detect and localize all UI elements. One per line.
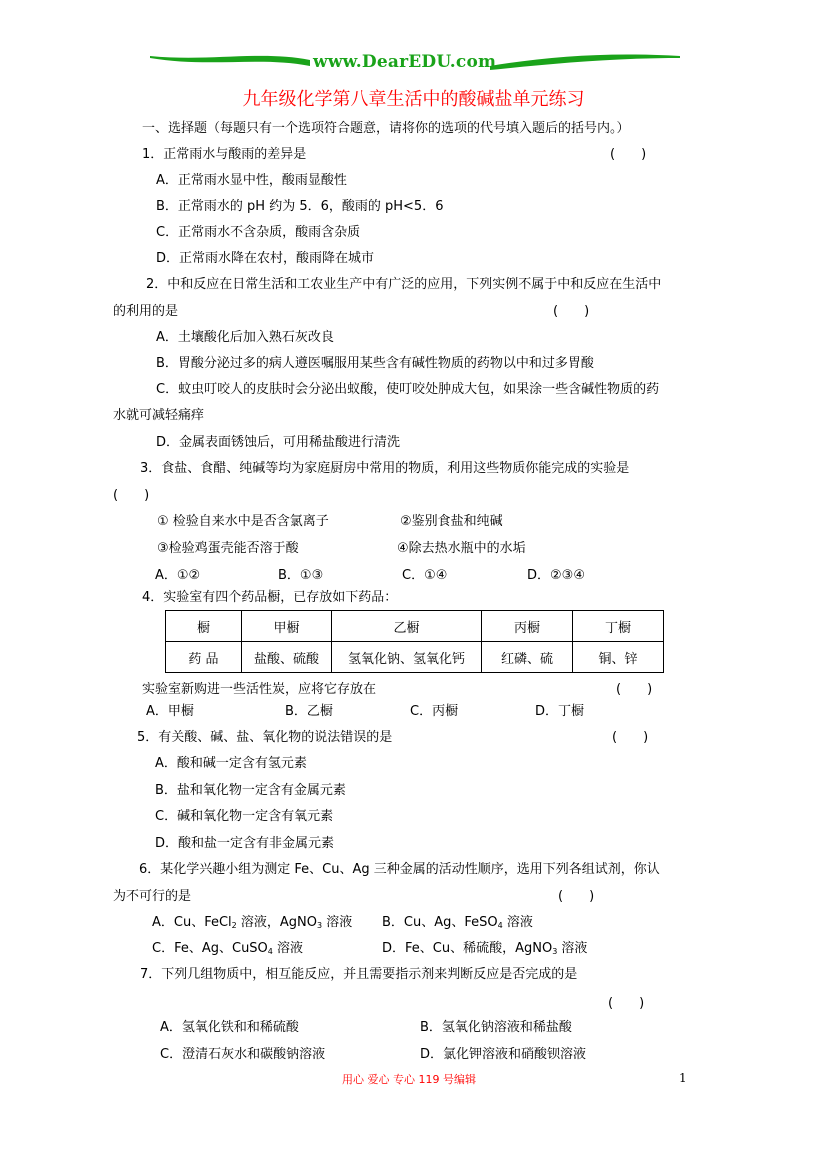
q4-option-a: A．甲橱 bbox=[146, 704, 194, 719]
site-logo bbox=[150, 46, 680, 80]
q6-option-b: B．Cu、Ag、FeSO$_4$ 溶液 bbox=[382, 915, 533, 930]
q4-option-c: C．丙橱 bbox=[410, 704, 459, 719]
q4-stem: 4．实验室有四个药品橱，已存放如下药品： bbox=[142, 590, 398, 605]
q5-option-d: D．酸和盐一定含有非金属元素 bbox=[155, 836, 335, 851]
q7-stem: 7．下列几组物质中，相互能反应，并且需要指示剂来判断反应是否完成的是 bbox=[140, 967, 578, 982]
q3-item-3: ③检验鸡蛋壳能否溶于酸 bbox=[157, 541, 299, 556]
q1-option-c: C．正常雨水不含杂质，酸雨含杂质 bbox=[156, 225, 361, 240]
q7-option-b: B．氢氧化钠溶液和稀盐酸 bbox=[420, 1020, 572, 1035]
q2-stem-line1: 2．中和反应在日常生活和工农业生产中有广泛的应用，下列实例不属于中和反应在生活中 bbox=[146, 277, 662, 292]
q3-item-2: ②鉴别食盐和纯碱 bbox=[400, 514, 503, 529]
q4-answer-blank: ( ) bbox=[616, 682, 653, 697]
q2-option-a: A．土壤酸化后加入熟石灰改良 bbox=[156, 330, 334, 345]
table-cell: 铜、锌 bbox=[573, 642, 664, 673]
q1-option-a: A．正常雨水显中性，酸雨显酸性 bbox=[156, 173, 347, 188]
q2-option-c: C．蚊虫叮咬人的皮肤时会分泌出蚁酸，使叮咬处肿成大包，如果涂一些含碱性物质的药 bbox=[156, 382, 660, 397]
q1-option-b: B．正常雨水的 pH 约为 5．6，酸雨的 pH<5．6 bbox=[156, 199, 444, 214]
table-cell: 红磷、硫 bbox=[482, 642, 573, 673]
footer-slogan: 用心 爱心 专心 119 号编辑 bbox=[342, 1073, 476, 1086]
table-cell: 橱 bbox=[166, 611, 242, 642]
q5-stem: 5．有关酸、碱、盐、氧化物的说法错误的是 bbox=[137, 730, 393, 745]
q3-option-d: D．②③④ bbox=[527, 568, 585, 583]
q7-answer-blank: ( ) bbox=[608, 996, 645, 1011]
q6-option-a: A．Cu、FeCl$_2$ 溶液，AgNO$_3$ 溶液 bbox=[152, 915, 353, 930]
q4-option-b: B．乙橱 bbox=[285, 704, 333, 719]
q3-item-4: ④除去热水瓶中的水垢 bbox=[397, 541, 526, 556]
section-heading: 一、选择题（每题只有一个选项符合题意，请将你的选项的代号填入题后的括号内。） bbox=[142, 121, 630, 136]
q7-option-a: A．氢氧化铁和和稀硫酸 bbox=[160, 1020, 299, 1035]
q1-option-d: D．正常雨水降在农村，酸雨降在城市 bbox=[156, 251, 375, 266]
cabinet-table bbox=[165, 610, 664, 673]
q6-option-d: D．Fe、Cu、稀硫酸，AgNO$_3$ 溶液 bbox=[382, 941, 588, 956]
page-number: 1 bbox=[679, 1071, 687, 1085]
q3-item-1: ① 检验自来水中是否含氯离子 bbox=[157, 514, 329, 529]
q2-answer-blank: ( ) bbox=[553, 304, 590, 319]
q5-answer-blank: ( ) bbox=[612, 730, 649, 745]
q4-option-d: D．丁橱 bbox=[535, 704, 585, 719]
q5-option-a: A．酸和碱一定含有氢元素 bbox=[155, 756, 307, 771]
table-cell: 乙橱 bbox=[332, 611, 482, 642]
q3-option-a: A．①② bbox=[155, 568, 201, 583]
q3-option-b: B．①③ bbox=[278, 568, 324, 583]
table-cell: 氢氧化钠、氢氧化钙 bbox=[332, 642, 482, 673]
q6-answer-blank: ( ) bbox=[558, 889, 595, 904]
q6-option-c: C．Fe、Ag、CuSO$_4$ 溶液 bbox=[152, 941, 304, 956]
q6-stem-line2: 为不可行的是 bbox=[113, 889, 192, 904]
q2-option-b: B．胃酸分泌过多的病人遵医嘱服用某些含有碱性物质的药物以中和过多胃酸 bbox=[156, 356, 594, 371]
q5-option-c: C．碱和氧化物一定含有氧元素 bbox=[155, 809, 334, 824]
table-header-row bbox=[166, 611, 664, 642]
q2-option-d: D．金属表面锈蚀后，可用稀盐酸进行清洗 bbox=[156, 435, 401, 450]
table-cell: 药 品 bbox=[166, 642, 242, 673]
q3-option-c: C．①④ bbox=[402, 568, 448, 583]
page-title: 九年级化学第八章生活中的酸碱盐单元练习 bbox=[242, 89, 585, 110]
q2-stem-line2: 的利用的是 bbox=[113, 304, 179, 319]
q6-stem-line1: 6．某化学兴趣小组为测定 Fe、Cu、Ag 三种金属的活动性顺序，选用下列各组试剂，你认 bbox=[139, 862, 660, 877]
q3-stem: 3．食盐、食醋、纯碱等均为家庭厨房中常用的物质，利用这些物质你能完成的实验是 bbox=[140, 461, 630, 476]
q2-option-c-cont: 水就可减轻痛痒 bbox=[113, 408, 205, 423]
table-cell: 丙橱 bbox=[482, 611, 573, 642]
table-row bbox=[166, 642, 664, 673]
q1-stem: 1．正常雨水与酸雨的差异是 bbox=[142, 147, 307, 162]
q7-option-d: D．氯化钾溶液和硝酸钡溶液 bbox=[420, 1047, 587, 1062]
table-cell: 丁橱 bbox=[573, 611, 664, 642]
q3-answer-blank: ( ) bbox=[113, 488, 150, 503]
q1-answer-blank: ( ) bbox=[610, 147, 647, 162]
table-cell: 盐酸、硫酸 bbox=[242, 642, 332, 673]
q4-followup: 实验室新购进一些活性炭，应将它存放在 bbox=[142, 682, 377, 697]
table-cell: 甲橱 bbox=[242, 611, 332, 642]
q5-option-b: B．盐和氧化物一定含有金属元素 bbox=[155, 783, 346, 798]
q7-option-c: C．澄清石灰水和碳酸钠溶液 bbox=[160, 1047, 326, 1062]
logo-text: www.DearEDU.com bbox=[313, 52, 497, 72]
